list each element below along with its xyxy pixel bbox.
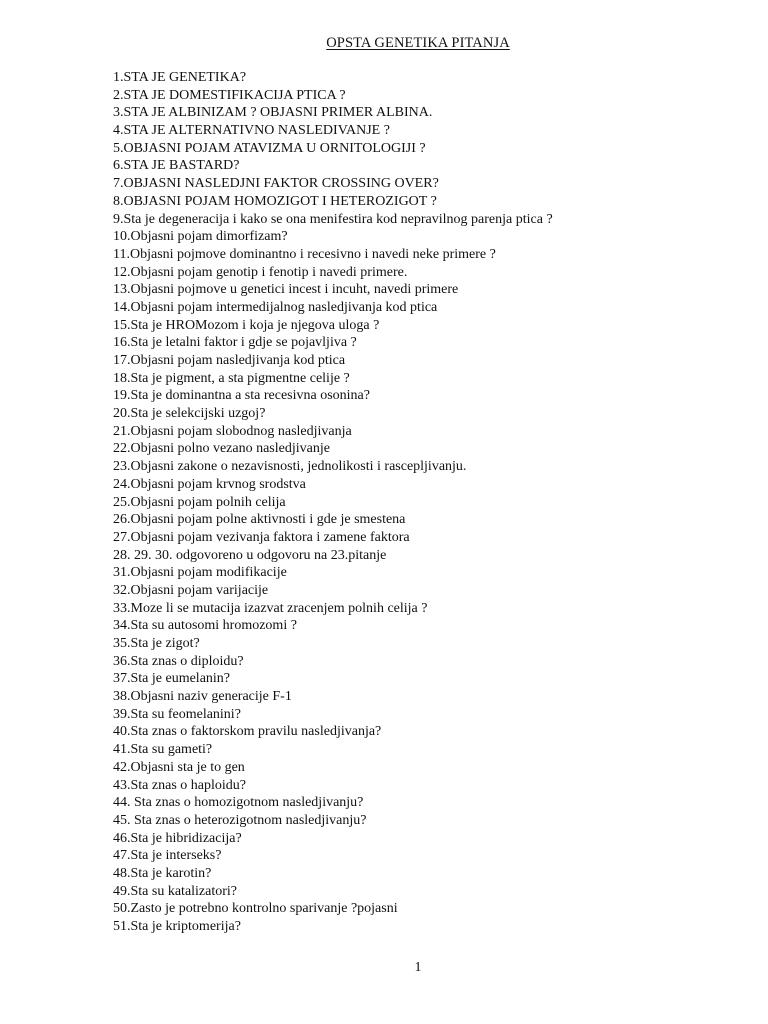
- question-item: 51.Sta je kriptomerija?: [113, 919, 241, 934]
- question-item: 13.Objasni pojmove u genetici incest i incuht, navedi primere: [113, 282, 459, 298]
- question-item: 23.Objasni zakone o nezavisnosti, jednolikosti i rascepljivanju.: [113, 459, 467, 475]
- question-item: 9.Sta je degeneracija i kako se ona menifestira kod nepravilnog parenja ptica ?: [113, 211, 553, 227]
- question-item: 7.OBJASNI NASLEDJNI FAKTOR CROSSING OVER?: [113, 176, 439, 192]
- question-item: 41.Sta su gameti?: [113, 742, 213, 758]
- question-item: 28. 29. 30. odgovoreno u odgovoru na 23.pitanje: [113, 547, 387, 563]
- question-item: 50.Zasto je potrebno kontrolno sparivanje ?pojasni: [113, 901, 398, 917]
- question-item: 25.Objasni pojam polnih celija: [113, 494, 286, 510]
- question-item: 5.OBJASNI POJAM ATAVIZMA U ORNITOLOGIJI ?: [113, 140, 426, 156]
- question-item: [113, 936, 753, 954]
- question-item: 27.Objasni pojam vezivanja faktora i zamene faktora: [113, 529, 410, 545]
- question-item: 21.Objasni pojam slobodnog nasledjivanja: [113, 423, 352, 439]
- question-item: 3.STA JE ALBINIZAM ? OBJASNI PRIMER ALBINA.: [113, 105, 433, 121]
- question-item: 15.Sta je HROMozom i koja je njegova uloga ?: [113, 317, 380, 333]
- question-item: 12.Objasni pojam genotip i fenotip i navedi primere.: [113, 264, 408, 280]
- question-item: 20.Sta je selekcijski uzgoj?: [113, 406, 266, 422]
- question-item: 24.Objasni pojam krvnog srodstva: [113, 476, 306, 492]
- question-item: 49.Sta su katalizatori?: [113, 883, 238, 899]
- question-item: 16.Sta je letalni faktor i gdje se pojavljiva ?: [113, 335, 357, 351]
- question-item: 42.Objasni sta je to gen: [113, 759, 245, 775]
- question-item: 35.Sta je zigot?: [113, 636, 200, 651]
- question-item: 46.Sta je hibridizacija?: [113, 830, 242, 846]
- question-item: 8.OBJASNI POJAM HOMOZIGOT I HETEROZIGOT ?: [113, 193, 437, 209]
- question-item: 17.Objasni pojam nasledjivanja kod ptica: [113, 353, 346, 368]
- question-item: 45. Sta znas o heterozigotnom nasledjivanju?: [113, 812, 367, 828]
- question-item: 43.Sta znas o haploidu?: [113, 777, 246, 793]
- question-item: 11.Objasni pojmove dominantno i recesivno i navedi neke primere ?: [113, 246, 496, 262]
- question-item: 10.Objasni pojam dimorfizam?: [113, 229, 288, 245]
- page-number: 1: [414, 960, 422, 975]
- question-item: 22.Objasni polno vezano nasledjivanje: [113, 441, 330, 457]
- question-item: 36.Sta znas o diploidu?: [113, 653, 244, 669]
- question-item: 44. Sta znas o homozigotnom nasledjivanju?: [113, 795, 364, 811]
- question-item: 40.Sta znas o faktorskom pravilu nasledjivanja?: [113, 724, 382, 740]
- question-item: 26.Objasni pojam polne aktivnosti i gde je smestena: [113, 512, 406, 528]
- question-list: [113, 69, 753, 971]
- question-item: 6.STA JE BASTARD?: [113, 158, 240, 174]
- question-item: 47.Sta je interseks?: [113, 848, 222, 864]
- question-item: 1.STA JE GENETIKA?: [113, 70, 247, 85]
- question-item: 2.STA JE DOMESTIFIKACIJA PTICA ?: [113, 87, 346, 103]
- question-item: 48.Sta je karotin?: [113, 865, 212, 881]
- question-item: 31.Objasni pojam modifikacije: [113, 565, 287, 581]
- document-title: OPSTA GENETIKA PITANJA: [326, 35, 510, 51]
- question-item: 14.Objasni pojam intermedijalnog nasledjivanja kod ptica: [113, 299, 438, 315]
- question-item: 18.Sta je pigment, a sta pigmentne celije ?: [113, 370, 350, 386]
- question-item: 19.Sta je dominantna a sta recesivna osonina?: [113, 388, 370, 404]
- question-item: 34.Sta su autosomi hromozomi ?: [113, 618, 297, 634]
- question-item: 32.Objasni pojam varijacije: [113, 582, 269, 598]
- question-item: 33.Moze li se mutacija izazvat zracenjem polnih celija ?: [113, 600, 428, 616]
- question-item: 4.STA JE ALTERNATIVNO NASLEDIVANJE ?: [113, 123, 390, 139]
- question-item: 38.Objasni naziv generacije F-1: [113, 689, 292, 705]
- question-item: 39.Sta su feomelanini?: [113, 706, 241, 722]
- question-item: 37.Sta je eumelanin?: [113, 671, 231, 687]
